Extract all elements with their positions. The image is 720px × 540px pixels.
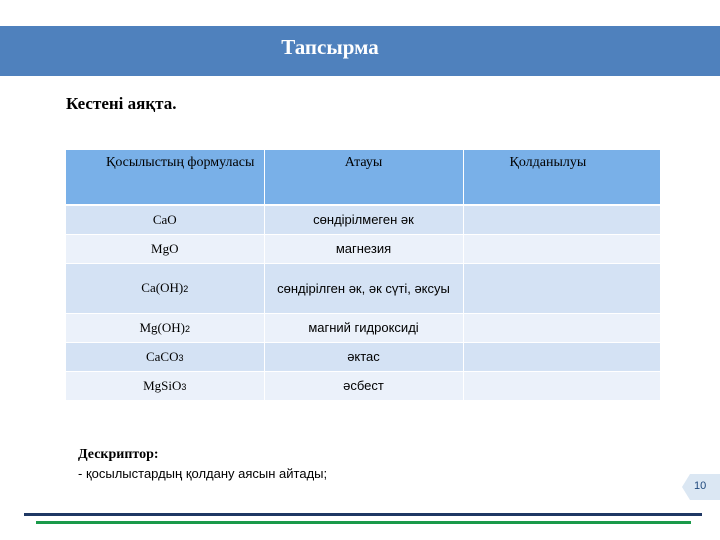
formula-cell: [66, 264, 264, 314]
name-cell: магнезия: [264, 235, 463, 264]
formula-text: MgSiO: [143, 377, 182, 393]
formula-subscript: 3: [178, 352, 184, 363]
table-row: [66, 264, 660, 314]
slide-title: Тапсырма: [281, 35, 379, 59]
formula-cell: [66, 314, 264, 343]
page-number: 10: [694, 480, 707, 492]
formula-subscript: 2: [184, 323, 190, 334]
title-bar: [0, 26, 720, 76]
usage-cell[interactable]: [463, 314, 660, 343]
instruction-text: Кестені аяқта.: [66, 94, 177, 113]
formula-subscript: 2: [183, 284, 189, 294]
table-header-row: [66, 150, 660, 205]
footer-divider-navy: [24, 513, 702, 516]
column-header-formula: Қосылыстың формуласы: [66, 150, 264, 205]
column-header-usage: Қолданылуы: [463, 150, 660, 205]
formula-cell: [66, 343, 264, 372]
formula-subscript: 3: [181, 381, 187, 392]
table-row: [66, 314, 660, 343]
descriptor-text: - қосылыстардың қолдану аясын айтады;: [78, 466, 328, 481]
formula-cell: [66, 235, 264, 264]
formula-text: CaCO: [145, 348, 179, 364]
formula-cell: [66, 205, 264, 235]
usage-cell[interactable]: [463, 235, 660, 264]
formula-text: Ca(OH): [141, 280, 184, 295]
page-number-badge: [682, 474, 720, 500]
table-row: [66, 343, 660, 372]
usage-cell[interactable]: [463, 205, 660, 235]
formula-text: MgO: [151, 240, 179, 256]
name-cell: магний гидроксиді: [264, 314, 463, 343]
compounds-table: [66, 150, 661, 401]
name-cell: сөндірілген әк, әк сүті, әксуы: [264, 264, 463, 314]
table-row: [66, 235, 660, 264]
formula-text: Mg(OH): [139, 319, 185, 335]
usage-cell[interactable]: [463, 372, 660, 401]
table-row: [66, 372, 660, 401]
descriptor-title: Дескриптор:: [78, 447, 159, 462]
table-row: [66, 205, 660, 235]
formula-cell: [66, 372, 264, 401]
footer-divider-green: [36, 521, 691, 524]
usage-cell[interactable]: [463, 343, 660, 372]
name-cell: әсбест: [264, 372, 463, 401]
column-header-name: Атауы: [264, 150, 463, 205]
formula-text: CaO: [152, 211, 177, 227]
name-cell: әктас: [264, 343, 463, 372]
usage-cell[interactable]: [463, 264, 660, 314]
name-cell: сөндірілмеген әк: [264, 205, 463, 235]
